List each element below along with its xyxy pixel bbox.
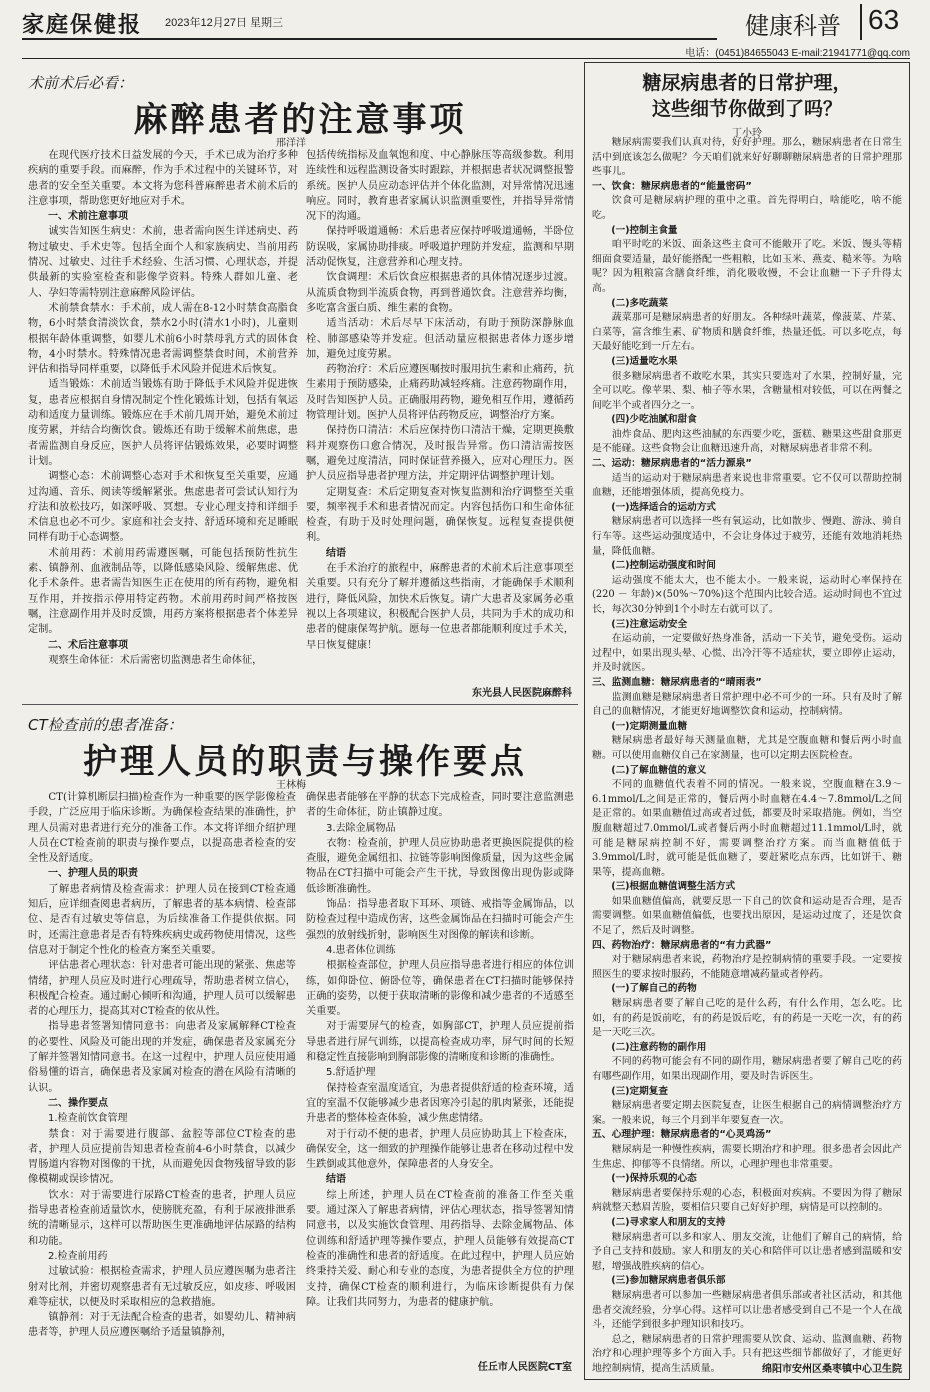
paragraph: 药物治疗：术后应遵医嘱按时服用抗生素和止痛药，抗生素用于预防感染，止痛药助减轻疼痛。注意药物副作用，及时告知医护人员。正确服用药物，避免相互作用，遵循药物管理计划。医护人员将评估药物反应，调整治疗方案。: [306, 364, 574, 422]
paragraph: 确保患者能够在平静的状态下完成检查，同时要注意监测患者的生命体征，防止镇静过度。: [306, 792, 574, 819]
paragraph: 了解患者病情及检查需求：护理人员在接到CT检查通知后，应详细查阅患者病历，了解患者的基本病情、检查部位、是否有过敏史等信息，为后续准备工作提供依据。同时，还需注意患者是否有特殊疾病史或药物使用情况，这些信息对于制定个性化的检查方案至关重要。: [28, 883, 296, 956]
paragraph: 运动强度不能太大，也不能太小。一般来说，运动时心率保持在(220 － 年龄)×(50%～70%)这个范围内比较合适。运动时间也不宜过长，每次30分钟到1个小时左右就可以了。: [592, 574, 902, 615]
paragraph: 适当锻炼：术前适当锻炼有助于降低手术风险并促进恢复，患者应根据自身情况制定个性化锻炼计划，包括有氧运动和适度力量训练。锻炼应在手术前几周开始，避免术前过度劳累，并结合均衡饮食。锻炼还有助于缓解术前焦虑，患者需监测自身反应，医护人员将评估锻炼效果，必要时调整计划。: [28, 379, 298, 467]
section-heading: 五、心理护理：糖尿病患者的“心灵鸡汤”: [592, 1129, 772, 1141]
paragraph: 适当的运动对于糖尿病患者来说也非常重要。它不仅可以帮助控制血糖，还能增强体质，提高免疫力。: [592, 472, 902, 499]
contact-info: 电话：(0451)84655043 E-mail:21941771@qq.com: [685, 48, 910, 59]
subheading: 二、术后注意事项: [48, 639, 128, 651]
paragraph: 综上所述，护理人员在CT检查前的准备工作至关重要。通过深入了解患者病情，评估心理状态，指导签署知情同意书，以及实施饮食管理、用药指导、去除金属物品、体位训练和舒适护理等操作要点，护理人员能够有效提高CT检查的准确性和患者的舒适度。在此过程中，护理人员应始终秉持关爱、耐心和专业的态度，为患者提供全方位的护理支持，确保CT检查的顺利进行，为临床诊断提供有力保障。让我们共同努力，为患者的健康护航。: [306, 1189, 574, 1308]
article1-kicker: 术前术后必看：: [28, 74, 134, 92]
section-title: 健康科普: [745, 12, 841, 40]
page-number: 63: [868, 4, 900, 35]
article1-column-2: [306, 148, 574, 678]
paragraph: 糖尿病需要我们认真对待，好好护理。那么，糖尿病患者在日常生活中到底该怎么做呢？今天咱们就来好好聊聊糖尿病患者的日常护理那些事儿。: [592, 137, 902, 178]
paragraph: 观察生命体征：术后需密切监测患者生命体征，: [48, 654, 263, 666]
paragraph: 适当活动：术后尽早下床活动，有助于预防深静脉血栓、肺部感染等并发症。但活动量应根据患者体力逐步增加，避免过度劳累。: [306, 318, 574, 360]
subheading: (二)控制运动强度和时间: [611, 560, 716, 572]
paragraph: 指导患者签署知情同意书：向患者及家属解释CT检查的必要性、风险及可能出现的并发症，确保患者及家属充分了解并签署知情同意书。在这一过程中，护理人员应使用通俗易懂的语言，确保患者及家属对检查的潜在风险有清晰的认识。: [28, 1021, 296, 1094]
subheading: 结语: [326, 547, 346, 559]
paragraph: 诚实告知医生病史：术前，患者需向医生详述病史、药物过敏史、手术史等。包括全面个人和家族病史、当前用药情况、过敏史、过往手术经验、生活习惯、心理状态，并提供最新的实验室检查和影像学资料。特殊人群如儿童、老人、孕妇等需特别注意麻醉风险评估。: [28, 226, 298, 299]
article3-credit: 绵阳市安州区桑枣镇中心卫生院: [762, 1364, 902, 1375]
paragraph: 过敏试验：根据检查需求，护理人员应遵医嘱为患者注射对比剂，并密切观察患者有无过敏反应，如皮疹、呼吸困难等症状，以便及时采取相应的急救措施。: [28, 1266, 296, 1308]
article3-title-line2: 这些细节你做到了吗？: [651, 98, 842, 120]
paragraph: 对于行动不便的患者，护理人员应协助其上下检查床，确保安全，这一细致的护理操作能够让患者在移动过程中发生跌倒或其他意外，保障患者的人身安全。: [306, 1128, 574, 1171]
article2-author: 王林梅: [276, 780, 306, 791]
paragraph: 糖尿病患者最好每天测量血糖，尤其是空腹血糖和餐后两小时血糖。可以使用血糖仪自己在家测量，也可以定期去医院检查。: [592, 735, 902, 761]
subheading: (四)少吃油腻和甜食: [611, 414, 697, 426]
paragraph: 评估患者心理状态：针对患者可能出现的紧张、焦虑等情绪，护理人员应及时进行心理疏导，帮助患者树立信心，积极配合检查。通过耐心倾听和沟通，护理人员可以缓解患者的心理压力，提高其对CT检查的依从性。: [28, 960, 296, 1018]
subheading: (三)定期复查: [611, 1085, 668, 1097]
paragraph: 蔬菜那可是糖尿病患者的好朋友。各种绿叶蔬菜，像菠菜、芹菜、白菜等，富含维生素、矿物质和膳食纤维，热量还低。可以多吃点，每天最好能吃到一斤左右。: [592, 312, 902, 353]
section-divider: [860, 4, 862, 40]
paragraph: 监测血糖是糖尿病患者日常护理中必不可少的一环。只有及时了解自己的血糖情况，才能更好地调整饮食和运动，控制病情。: [592, 691, 902, 718]
masthead-rule: [22, 38, 717, 40]
paragraph: 很多糖尿病患者不敢吃水果，其实只要选对了水果，控制好量，完全可以吃。像苹果、梨、柚子等水果，含糖量相对较低，可以在两餐之间吃半个或者四分之一。: [592, 370, 902, 411]
paragraph: 保持呼吸道通畅：术后患者应保持呼吸道通畅，半卧位防误吸，家属协助排痰。呼吸道护理防并发症，监测和早期活动促恢复，注意营养和心理支持。: [306, 226, 574, 269]
subheading: (二)寻求家人和朋友的支持: [611, 1216, 726, 1228]
paragraph: 镇静剂：对于无法配合检查的患者，如婴幼儿、精神病患者等，护理人员应遵医嘱给予适量镇静剂，: [28, 1312, 296, 1339]
article1-column-1: [28, 148, 298, 720]
subheading: 3.去除金属物品: [326, 822, 396, 834]
paragraph: 总之，糖尿病患者的日常护理需要从饮食、运动、监测血糖、药物治疗和心理护理等多个方面入手。只有把这些细节都做好了，才能更好地控制病情，提高生活质量。: [592, 1333, 902, 1374]
subheading: (三)根据血糖值调整生活方式: [611, 881, 736, 893]
subheading: (一)选择适合的运动方式: [611, 501, 716, 513]
article2-column-1: [28, 790, 296, 1388]
subheading: (一)了解自己的药物: [611, 983, 697, 995]
paragraph: 饮食调理：术后饮食应根据患者的具体情况逐步过渡。从流质食物到半流质食物，再到普通饮食。注意营养均衡，多吃富含蛋白质、维生素的食物。: [306, 272, 574, 314]
subheading: 二、操作要点: [48, 1097, 108, 1109]
paragraph: 保持检查室温度适宜，为患者提供舒适的检查环境，适宜的室温不仅能够减少患者因寒冷引起的肌肉紧张，还能提升患者的整体检查体验，减少焦虑情绪。: [306, 1082, 574, 1125]
paragraph: 油炸食品、肥肉这些油腻的东西要少吃，蛋糕、糖果这些甜食那更是不能碰。这些食物会让血糖迅速升高，对糖尿病患者非常不利。: [592, 428, 902, 455]
paragraph: 根据检查部位，护理人员应指导患者进行相应的体位训练，如仰卧位、俯卧位等，确保患者在CT扫描时能够保持正确的姿势，以便于获取清晰的影像和减少患者的不适感至关重要。: [306, 960, 574, 1018]
subheading: (二)了解血糖值的意义: [611, 764, 707, 776]
contact-rule: [22, 58, 910, 59]
paragraph: 饰品：指导患者取下耳环、项链、戒指等金属饰品，以防检查过程中造成伤害，这些金属饰品在扫描时可能会产生强烈的放射线折射，影响医生对图像的解读和诊断。: [306, 899, 574, 941]
subheading: 4.患者体位训练: [326, 944, 396, 956]
paragraph: 不同的血糖值代表着不同的情况。一般来说，空腹血糖在3.9～6.1mmol/L之间是正常的，餐后两小时血糖在4.4～7.8mmol/L之间是正常的。如果血糖值过高或者过低，都要及时采取措施。例如，当空腹血糖超过7.0mmol/L或者餐后两小时血糖超过11.1mmol/L时，就可能是糖尿病控制不好，需要调整治疗方案。而当血糖值低于3.9mmol/L时，就可能是低血糖了，要赶紧吃点东西，比如饼干、糖果等，提高血糖。: [592, 779, 902, 878]
paragraph: CT(计算机断层扫描)检查作为一种重要的医学影像检查手段，广泛应用于临床诊断。为确保检查结果的准确性，护理人员需对患者进行充分的准备工作。本文将详细介绍护理人员在CT检查前的职责与操作要点，以提高患者检查的安全性及舒适度。: [28, 792, 296, 865]
paragraph: 饮食可是糖尿病护理的重中之重。首先得明白，啥能吃，啥不能吃。: [592, 195, 902, 221]
paragraph: 糖尿病患者要了解自己吃的是什么药，有什么作用，怎么吃。比如，有的药是饭前吃，有的药是饭后吃，有的药是一天吃一次，有的药是一天吃三次。: [592, 998, 902, 1039]
article3-title: [590, 70, 904, 122]
subheading: (一)控制主食量: [611, 224, 678, 236]
article1-credit: 东光县人民医院麻醉科: [472, 688, 572, 699]
article2-credit: 任丘市人民医院CT室: [477, 1362, 572, 1373]
paragraph: 在手术治疗的旅程中，麻醉患者的术前术后注意事项至关重要。只有充分了解并遵循这些指南，才能确保手术顺利进行，降低风险，加快术后恢复。请广大患者及家属务必重视以上各项建议，积极配合医护人员，共同为手术的成功和患者的健康保驾护航。愿每一位患者都能顺利度过手术关，早日恢复健康！: [306, 563, 574, 651]
masthead: [0, 0, 930, 42]
section-heading: 三、监测血糖：糖尿病患者的“晴雨表”: [592, 676, 762, 688]
issue-date: 2023年12月27日 星期三: [165, 17, 283, 29]
subheading: (三)适量吃水果: [611, 355, 678, 367]
subheading: (三)注意运动安全: [611, 618, 688, 630]
subheading: (二)多吃蔬菜: [611, 297, 668, 309]
paragraph: 衣物：检查前，护理人员应协助患者更换医院提供的检查服，避免金属纽扣、拉链等影响图像质量，因为这些金属物品在CT扫描中可能会产生干扰，导致图像出现伪影或降低诊断准确性。: [306, 837, 574, 895]
section-heading: 四、药物治疗：糖尿病患者的“有力武器”: [592, 939, 772, 951]
article3-author: 丁小玲: [732, 128, 762, 139]
subheading: 5.舒适护理: [326, 1067, 376, 1079]
section-heading: 一、饮食：糖尿病患者的“能量密码”: [592, 180, 752, 192]
paragraph: 糖尿病患者可以选择一些有氧运动，比如散步、慢跑、游泳、骑自行车等。这些运动强度适中，不会让身体过于疲劳，还能有效地消耗热量，降低血糖。: [592, 516, 902, 557]
paragraph: 在运动前，一定要做好热身准备，活动一下关节，避免受伤。运动过程中，如果出现头晕、心慌、出冷汗等不适症状，要立即停止运动，并及时就医。: [592, 633, 902, 674]
paragraph: 术前禁食禁水：手术前，成人需在8-12小时禁食高脂食物，6小时禁食清淡饮食，禁水2小时(清水1小时)，儿童则根据年龄体重调整，如婴儿术前6小时禁母乳方式的固体食物，4小时禁水。特殊情况患者需调整禁食时间，术前营养评估和指导同样重要，以降低手术风险并促进术后恢复。: [28, 302, 298, 376]
paragraph: 对于需要屏气的检查，如胸部CT，护理人员应提前指导患者进行屏气训练，以提高检查成功率，屏气时间的长短和稳定性直接影响到胸部影像的清晰度和诊断的准确性。: [306, 1021, 574, 1064]
article1-title: 麻醉患者的注意事项: [133, 100, 467, 140]
paragraph: 如果血糖值偏高，就要反思一下自己的饮食和运动是否合理，是否需要调整。如果血糖值偏低，也要找出原因，是运动过度了，还是饮食不足了，然后及时调整。: [592, 895, 902, 937]
article3-title-line1: 糖尿病患者的日常护理，: [642, 72, 852, 94]
subheading: 2.检查前用药: [48, 1250, 108, 1262]
paragraph: 定期复查：术后定期复查对恢复监测和治疗调整至关重要，频率视手术和患者情况而定。内容包括伤口和生命体征检查，有助于及时处理问题，确保恢复。远程复查提供便利。: [306, 486, 574, 544]
article1-author: 邢洋洋: [276, 138, 306, 149]
subheading: 结语: [326, 1174, 346, 1186]
paragraph: 糖尿病患者要保持乐观的心态，积极面对疾病。不要因为得了糖尿病就整天愁眉苦脸，要相信只要自己好好护理，病情是可以控制的。: [592, 1187, 902, 1214]
paragraph: 禁食：对于需要进行腹部、盆腔等部位CT检查的患者，护理人员应提前告知患者检查前4-6小时禁食，以减少胃肠道内容物对图像的干扰，从而避免因食物残留导致的影像模糊或误诊情况。: [28, 1128, 296, 1186]
paragraph: 不同的药物可能会有不同的副作用，糖尿病患者要了解自己吃的药有哪些副作用，如果出现副作用，要及时告诉医生。: [592, 1056, 902, 1082]
article2-kicker: CT检查前的患者准备：: [28, 716, 183, 734]
paragraph: 糖尿病患者可以参加一些糖尿病患者俱乐部或者社区活动，和其他患者交流经验，分享心得。这样可以让患者感受到自己不是一个人在战斗，还能学到很多护理知识和技巧。: [592, 1289, 902, 1331]
paragraph: 包括传统指标及血氧饱和度、中心静脉压等高级参数。利用连续性和远程监测设备实时跟踪，并根据患者状况调整报警系统。医护人员应动态评估并个体化监测，对异常情况迅速响应。同时，教育患者家属认识监测重要性，并指导异常情况下的沟通。: [306, 150, 574, 223]
article-divider: [22, 704, 578, 705]
subheading: (二)注意药物的副作用: [611, 1041, 707, 1053]
subheading: (一)保持乐观的心态: [611, 1173, 697, 1185]
article2-column-2: [306, 790, 574, 1356]
section-heading: 二、运动：糖尿病患者的“活力源泉”: [592, 458, 752, 470]
paragraph: 糖尿病患者可以多和家人、朋友交流，让他们了解自己的病情，给予自己支持和鼓励。家人和朋友的关心和陪伴可以让患者感到温暖和安慰，增强战胜疾病的信心。: [592, 1231, 902, 1272]
paragraph: 对于糖尿病患者来说，药物治疗是控制病情的重要手段。一定要按照医生的要求按时服药，不能随意增减药量或者停药。: [592, 954, 902, 980]
paragraph: 饮水：对于需要进行尿路CT检查的患者，护理人员应指导患者检查前适量饮水，使膀胱充盈，有利于尿液排泄系统的清晰显示，这样可以帮助医生更准确地评估尿路的结构和功能。: [28, 1189, 296, 1247]
subheading: 一、护理人员的职责: [48, 868, 138, 880]
paragraph: 在现代医疗技术日益发展的今天，手术已成为治疗多种疾病的重要手段。而麻醉，作为手术过程中的关键环节，对患者的安全至关重要。本文将为您科普麻醉患者术前术后的注意事项，帮助您更好地应对手术。: [28, 150, 298, 207]
subheading: 一、术前注意事项: [48, 211, 128, 223]
paragraph: 术前用药：术前用药需遵医嘱，可能包括预防性抗生素、镇静剂、血液制品等，以降低感染风险、缓解焦虑、优化手术条件。患者需告知医生正在使用的所有药物，避免相互作用，并按指示停用特定药物。术前用药时间严格按医嘱，注意副作用并及时反馈，用药方案将根据患者个体差异定制。: [28, 547, 298, 636]
paragraph: 咱平时吃的米饭、面条这些主食可不能敞开了吃。米饭、馒头等精细面食要适量，最好能搭配一些粗粮，比如玉米、燕麦、糙米等。为啥呢？因为粗粮富含膳食纤维，消化吸收慢，不会让血糖一下子升得太高。: [592, 239, 902, 294]
article2-title: 护理人员的职责与操作要点: [83, 742, 527, 782]
subheading: 1.检查前饮食管理: [48, 1113, 128, 1125]
subheading: (一)定期测量血糖: [611, 720, 688, 732]
subheading: (三)参加糖尿病患者俱乐部: [611, 1275, 726, 1287]
paragraph: 保持伤口清洁：术后应保持伤口清洁干燥，定期更换敷料并观察伤口愈合情况，及时报告异常。伤口清洁需按医嘱，避免过度清洁，同时保证营养摄入，应对心理压力。医护人员应指导患者护理方法，并定期评估调整护理计划。: [306, 425, 574, 483]
paper-name: 家庭保健报: [22, 13, 143, 38]
paragraph: 糖尿病患者要定期去医院复查，让医生根据自己的病情调整治疗方案。一般来说，每三个月到半年要复查一次。: [592, 1100, 902, 1126]
paragraph: 糖尿病是一种慢性疾病，需要长期治疗和护理。很多患者会因此产生焦虑、抑郁等不良情绪。所以，心理护理也非常重要。: [592, 1143, 902, 1170]
paragraph: 调整心态：术前调整心态对手术和恢复至关重要，应通过沟通、音乐、阅读等缓解紧张。焦虑患者可尝试认知行为疗法和放松技巧，如深呼吸、冥想。专业心理支持和详细手术信息也必不可少。家庭和社会支持、舒适环境和充足睡眠同样有助于心态调整。: [28, 471, 298, 544]
